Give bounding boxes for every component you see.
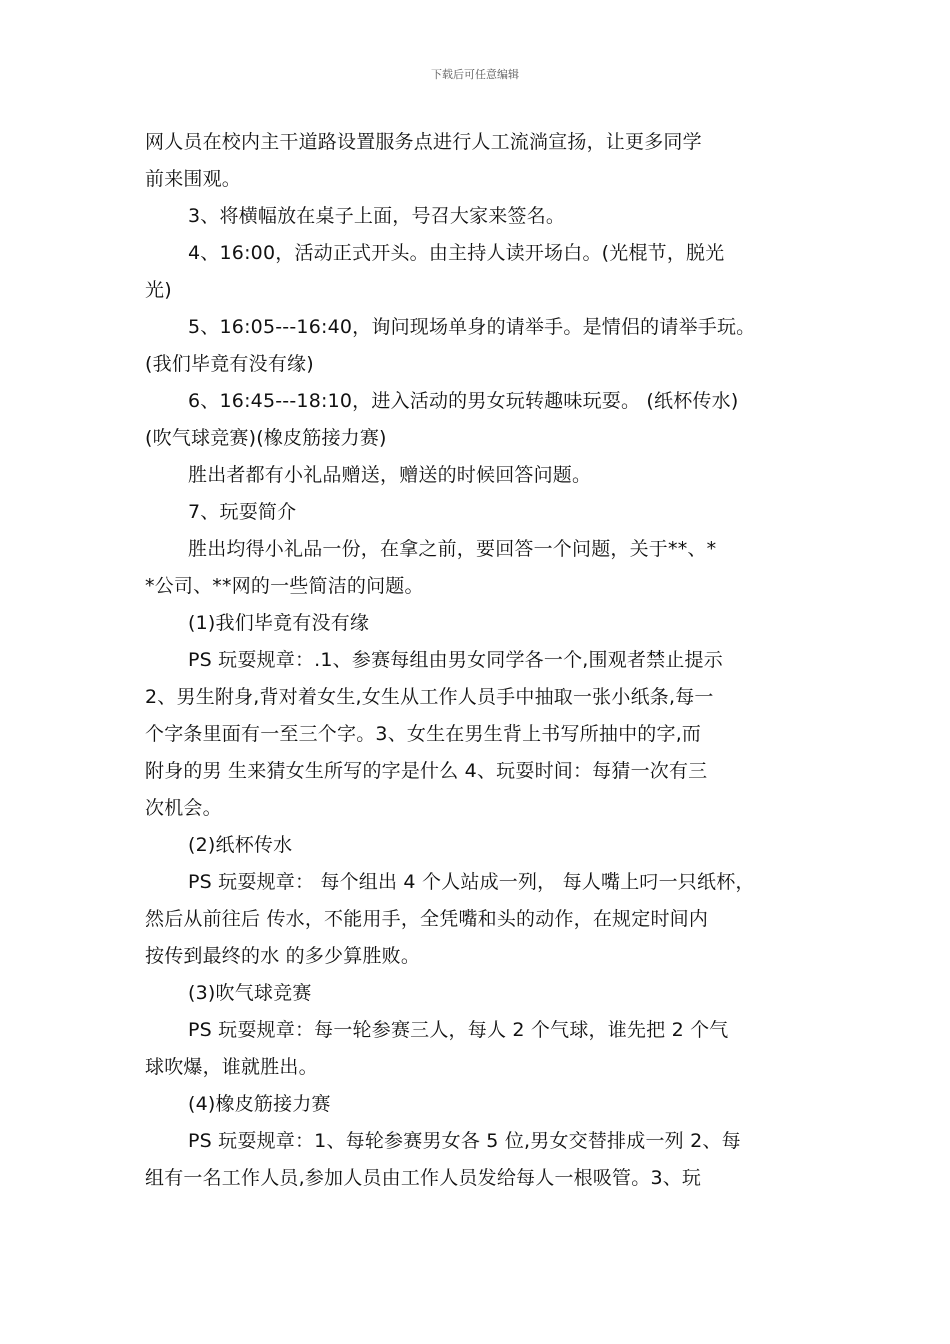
text-line: (3)吹气球竞赛 bbox=[188, 982, 312, 1004]
text-line: (4)橡皮筋接力赛 bbox=[188, 1093, 331, 1115]
text-line: 附身的男 生来猜女生所写的字是什么 4、玩耍时间：每猜一次有三 bbox=[145, 760, 708, 782]
text-line: 球吹爆，谁就胜出。 bbox=[145, 1056, 318, 1078]
text-line: 4、16:00，活动正式开头。由主持人读开场白。(光棍节，脱光 bbox=[188, 242, 725, 264]
text-line: (我们毕竟有没有缘) bbox=[145, 353, 314, 375]
text-line: 然后从前往后 传水，不能用手，全凭嘴和头的动作，在规定时间内 bbox=[145, 908, 709, 930]
text-line: 网人员在校内主干道路设置服务点进行人工流淌宣扬，让更多同学 bbox=[145, 131, 702, 153]
text-line: 胜出者都有小礼品赠送，赠送的时候回答问题。 bbox=[188, 464, 592, 486]
text-line: 组有一名工作人员,参加人员由工作人员发给每人一根吸管。3、玩 bbox=[145, 1167, 702, 1189]
text-line: 按传到最终的水 的多少算胜败。 bbox=[145, 945, 421, 967]
text-line: PS 玩耍规章：每一轮参赛三人，每人 2 个气球，谁先把 2 个气 bbox=[188, 1019, 729, 1041]
text-line: (2)纸杯传水 bbox=[188, 834, 293, 856]
text-line: 6、16:45---18:10，进入活动的男女玩转趣味玩耍。 (纸杯传水) bbox=[188, 390, 739, 412]
text-line: 7、玩耍简介 bbox=[188, 501, 297, 523]
text-line: (吹气球竞赛)(橡皮筋接力赛) bbox=[145, 427, 387, 449]
text-line: 光) bbox=[145, 279, 172, 301]
text-line: 2、男生附身,背对着女生,女生从工作人员手中抽取一张小纸条,每一 bbox=[145, 686, 714, 708]
text-line: 5、16:05---16:40，询问现场单身的请举手。是情侣的请举手玩。 bbox=[188, 316, 756, 338]
text-line: PS 玩耍规章：.1、参赛每组由男女同学各一个,围观者禁止提示 bbox=[188, 649, 723, 671]
text-line: PS 玩耍规章： 每个组出 4 个人站成一列， 每人嘴上叼一只纸杯， bbox=[188, 871, 755, 893]
text-line: 个字条里面有一至三个字。3、女生在男生背上书写所抽中的字,而 bbox=[145, 723, 702, 745]
text-line: 胜出均得小礼品一份，在拿之前，要回答一个问题，关于**、* bbox=[188, 538, 717, 560]
text-line: PS 玩耍规章：1、每轮参赛男女各 5 位,男女交替排成一列 2、每 bbox=[188, 1130, 741, 1152]
document-body bbox=[145, 124, 810, 1197]
text-line: 次机会。 bbox=[145, 797, 222, 819]
text-line: 3、将横幅放在桌子上面，号召大家来签名。 bbox=[188, 205, 566, 227]
page-header: 下载后可任意编辑 bbox=[431, 68, 519, 81]
text-line: 前来围观。 bbox=[145, 168, 242, 190]
text-line: *公司、**网的一些简洁的问题。 bbox=[145, 575, 424, 597]
text-line: (1)我们毕竟有没有缘 bbox=[188, 612, 370, 634]
